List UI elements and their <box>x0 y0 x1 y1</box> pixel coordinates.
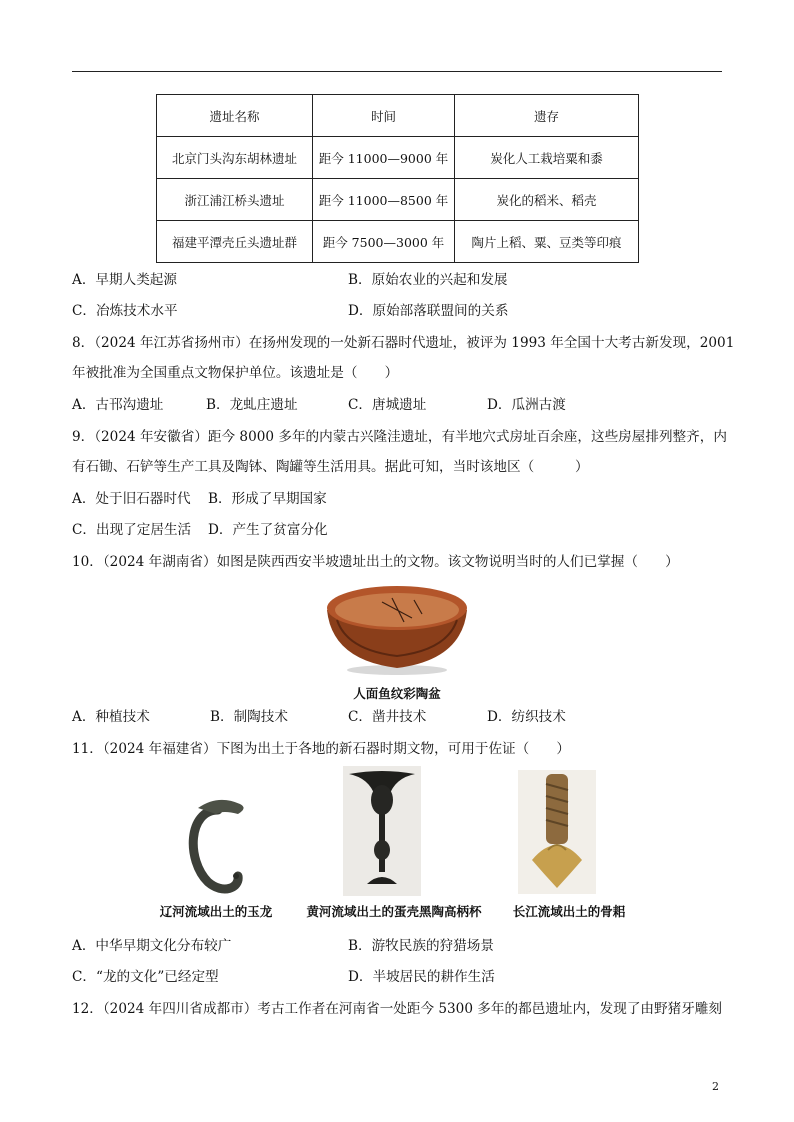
q7-option-a: A．早期人类起源 <box>72 272 177 288</box>
table-cell: 福建平潭壳丘头遗址群 <box>157 221 313 263</box>
table-header-row <box>157 95 639 137</box>
table-cell: 距今 7500—3000 年 <box>313 221 455 263</box>
table-cell: 陶片上稻、粟、豆类等印痕 <box>455 221 639 263</box>
q9-stem-line2: 有石锄、石铲等生产工具及陶钵、陶罐等生活用具。据此可知，当时该地区（ ） <box>72 459 589 475</box>
q9-option-c: C．出现了定居生活 <box>72 522 192 538</box>
q10-stem-line1: 10．（2024 年湖南省）如图是陕西西安半坡遗址出土的文物。该文物说明当时的人们已掌握（ ） <box>72 554 679 570</box>
black-pottery-cup-image <box>343 766 421 896</box>
q12-stem-line1: 12．（2024 年四川省成都市）考古工作者在河南省一处距今 5300 多年的都邑遗址内，发现了由野猪牙雕刻 <box>72 1001 722 1017</box>
q8-option-a: A．古邗沟遗址 <box>72 397 164 413</box>
q8-option-b: B．龙虬庄遗址 <box>206 397 298 413</box>
q9-option-a: A．处于旧石器时代 <box>72 491 191 507</box>
table-row <box>157 137 639 179</box>
table-cell: 炭化人工栽培粟和黍 <box>455 137 639 179</box>
q11-option-a: A．中华早期文化分布较广 <box>72 938 232 954</box>
q9-option-b: B．形成了早期国家 <box>208 491 327 507</box>
q11-stem-line1: 11．（2024 年福建省）下图为出土于各地的新石器时期文物，可用于佐证（ ） <box>72 741 571 757</box>
q8-option-d: D．瓜洲古渡 <box>487 397 566 413</box>
table-header-cell: 遗存 <box>455 95 639 137</box>
q8-stem-line2: 年被批准为全国重点文物保护单位。该遗址是（ ） <box>72 365 399 381</box>
q8-stem-line1: 8．（2024 年江苏省扬州市）在扬州发现的一处新石器时代遗址，被评为 1993 年全国十大考古新发现，2001 <box>72 335 735 351</box>
table-cell: 距今 11000—9000 年 <box>313 137 455 179</box>
page-number: 2 <box>712 1080 719 1093</box>
bone-spade-caption: 长江流域出土的骨耜 <box>512 904 626 919</box>
table-cell: 浙江浦江桥头遗址 <box>157 179 313 221</box>
bone-spade-image <box>518 770 596 894</box>
q7-option-b: B．原始农业的兴起和发展 <box>348 272 508 288</box>
q11-option-c: C．“龙的文化”已经定型 <box>72 969 219 985</box>
table-header-cell: 遗址名称 <box>157 95 313 137</box>
table-cell: 北京门头沟东胡林遗址 <box>157 137 313 179</box>
painted-pottery-bowl-image <box>322 580 472 680</box>
q11-option-b: B．游牧民族的狩猎场景 <box>348 938 494 954</box>
jade-dragon-image <box>178 790 258 900</box>
q7-option-d: D．原始部落联盟间的关系 <box>348 303 509 319</box>
q10-option-c: C．凿井技术 <box>348 709 427 725</box>
q7-option-c: C．冶炼技术水平 <box>72 303 178 319</box>
q9-option-d: D．产生了贫富分化 <box>208 522 328 538</box>
jade-dragon-caption: 辽河流域出土的玉龙 <box>159 904 273 919</box>
table-row <box>157 179 639 221</box>
table-row <box>157 221 639 263</box>
table-header-cell: 时间 <box>313 95 455 137</box>
table-cell: 炭化的稻米、稻壳 <box>455 179 639 221</box>
q10-option-b: B．制陶技术 <box>210 709 288 725</box>
q10-option-a: A．种植技术 <box>72 709 150 725</box>
bowl-caption: 人面鱼纹彩陶盆 <box>353 686 441 701</box>
q9-stem-line1: 9．（2024 年安徽省）距今 8000 多年的内蒙古兴隆洼遗址，有半地穴式房址百余座，这些房屋排列整齐，内 <box>72 429 727 445</box>
q11-option-d: D．半坡居民的耕作生活 <box>348 969 495 985</box>
header-rule <box>72 71 722 72</box>
site-table <box>156 94 639 263</box>
black-pottery-cup-caption: 黄河流域出土的蛋壳黑陶高柄杯 <box>306 904 482 919</box>
q8-option-c: C．唐城遗址 <box>348 397 427 413</box>
q10-option-d: D．纺织技术 <box>487 709 566 725</box>
table-cell: 距今 11000—8500 年 <box>313 179 455 221</box>
